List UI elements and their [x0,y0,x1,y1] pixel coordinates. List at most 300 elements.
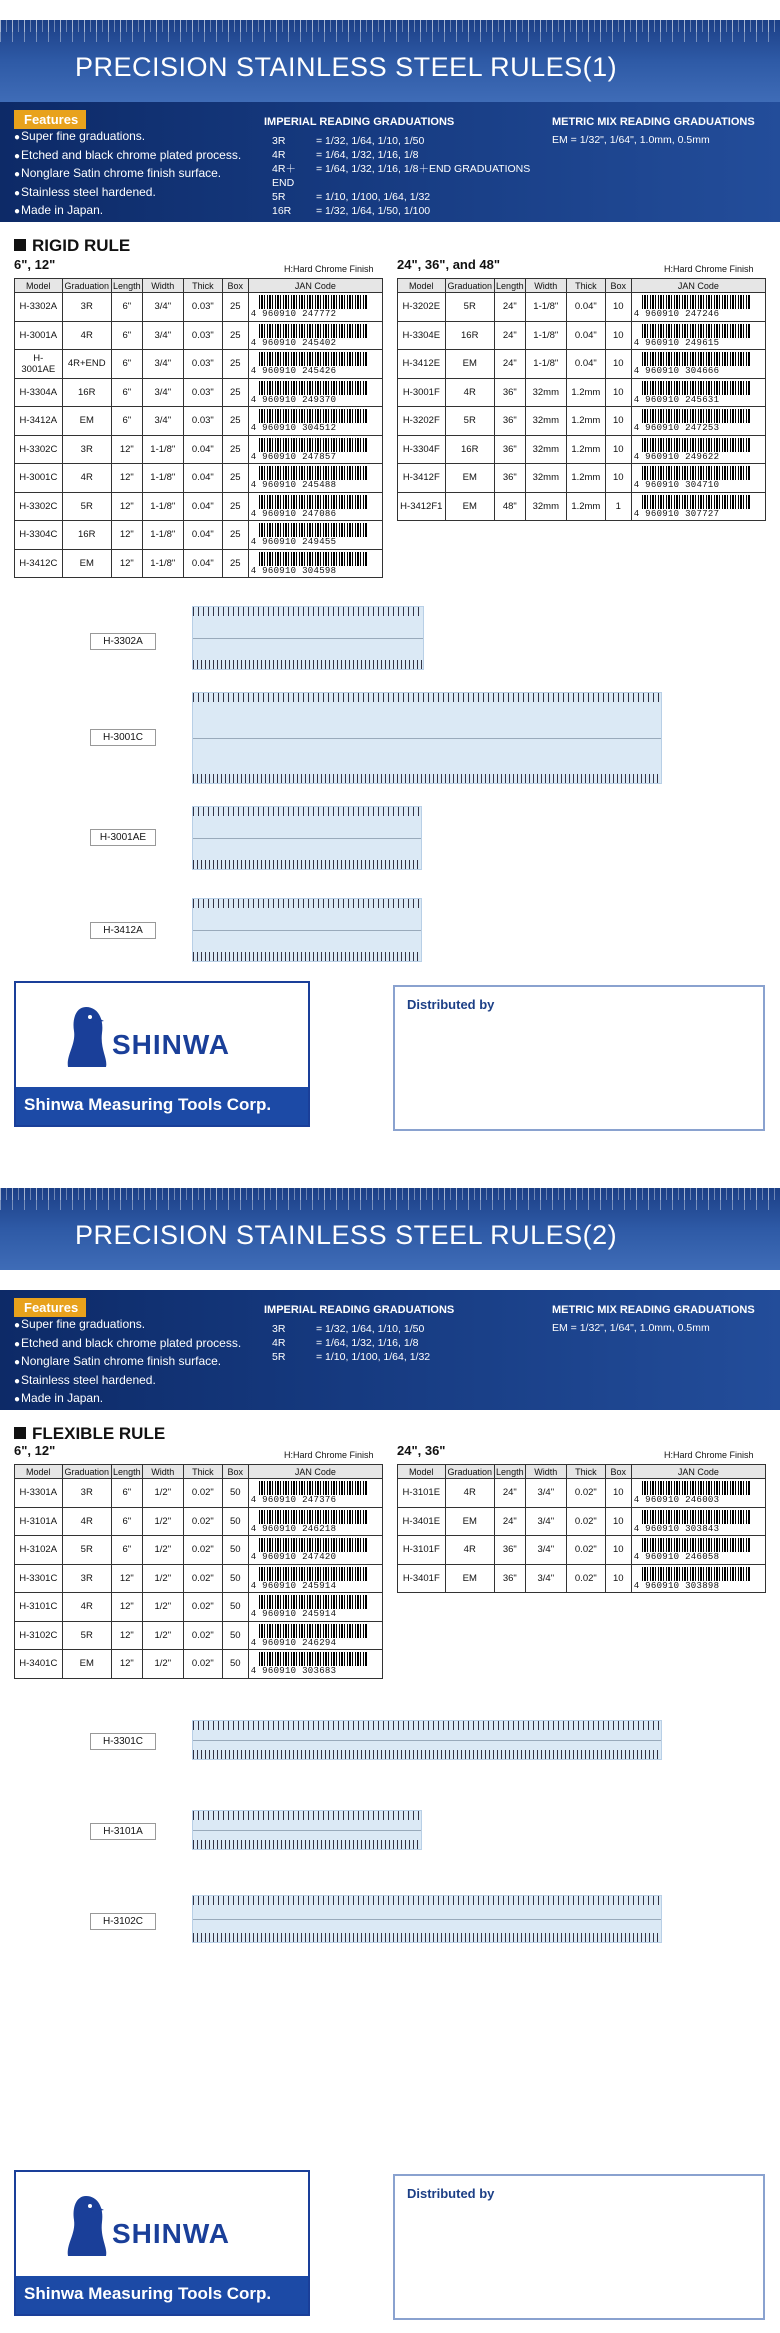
model-cell: H-3301A [15,1479,63,1508]
jan-number: 4 960910 246294 [250,1637,337,1648]
jan-number: 4 960910 245631 [633,394,720,405]
length-cell: 12" [111,1621,142,1650]
length-cell: 24" [494,321,525,350]
graduation-cell: 5R [62,1621,111,1650]
jan-code-cell [248,492,382,521]
box-cell: 50 [222,1564,248,1593]
graduation-cell: 4R [62,1593,111,1622]
jan-code-cell [248,293,382,322]
jan-number: 4 960910 247420 [250,1552,337,1563]
jan-code-cell [631,293,765,322]
jan-code-cell [248,464,382,493]
table-row [398,1564,766,1593]
graduation-cell: 16R [445,435,494,464]
column-header: Box [605,1465,631,1479]
graduation-cell: EM [445,1564,494,1593]
thick-cell: 0.02" [566,1536,605,1565]
barcode-icon [642,352,750,366]
box-cell: 50 [222,1479,248,1508]
graduation-cell: EM [62,549,111,578]
jan-number: 4 960910 247253 [633,423,720,434]
thick-cell: 0.04" [183,464,222,493]
thick-cell: 0.03" [183,378,222,407]
barcode-icon [259,438,367,452]
jan-number: 4 960910 246058 [633,1552,720,1563]
ruler-image [192,606,424,670]
length-cell: 6" [111,1507,142,1536]
jan-number: 4 960910 245426 [250,366,337,377]
barcode-icon [642,438,750,452]
length-cell: 36" [494,378,525,407]
header-banner-2 [0,1188,780,1270]
table-row [15,1621,383,1650]
grad-desc: = 1/64, 1/32, 1/16, 1/8＋END GRADUATIONS [316,163,531,175]
jan-number: 4 960910 247772 [250,309,337,320]
model-cell: H-3401E [398,1507,446,1536]
jan-code-cell [248,549,382,578]
length-cell: 12" [111,464,142,493]
features-label: Features [14,1298,86,1317]
jan-code-cell [248,1564,382,1593]
company-logo [14,2170,310,2316]
jan-code-cell [248,521,382,550]
graduation-cell: 3R [62,1564,111,1593]
jan-code-cell [248,407,382,436]
length-cell: 36" [494,464,525,493]
table-row [15,378,383,407]
model-cell: H-3302C [15,435,63,464]
thick-cell: 0.02" [183,1507,222,1536]
length-cell: 12" [111,1650,142,1679]
thick-cell: 0.02" [183,1621,222,1650]
box-cell: 10 [605,407,631,436]
jan-number: 4 960910 245488 [250,480,337,491]
barcode-icon [642,466,750,480]
box-cell: 10 [605,464,631,493]
barcode-icon [259,409,367,423]
jan-number: 4 960910 249615 [633,337,720,348]
box-cell: 10 [605,350,631,379]
thick-cell: 0.02" [566,1507,605,1536]
barcode-icon [642,295,750,309]
jan-code-cell [248,1507,382,1536]
column-header: Length [496,280,524,291]
grad-desc: = 1/32, 1/64, 1/10, 1/50 [316,1323,425,1335]
graduation-cell: EM [62,407,111,436]
table-row [398,350,766,379]
graduation-cell: 3R [62,293,111,322]
grad-desc: = 1/32, 1/64, 1/10, 1/50 [316,135,425,147]
column-header: Graduation [62,279,111,293]
feature-item: ● Made in Japan. [14,1390,241,1409]
finish-note: H:Hard Chrome Finish [284,264,374,274]
table-row [15,549,383,578]
graduation-cell: EM [445,464,494,493]
jan-code-cell [631,464,765,493]
table-row [398,464,766,493]
thick-cell: 1.2mm [566,435,605,464]
distributed-box [393,2174,765,2320]
graduation-cell: 5R [62,492,111,521]
width-cell: 1/2" [142,1479,183,1508]
ruler-label: H-3301C [90,1733,156,1750]
graduation-cell: 3R [62,1479,111,1508]
jan-code-cell [631,435,765,464]
width-cell: 1/2" [142,1650,183,1679]
length-cell: 24" [494,350,525,379]
width-cell: 1/2" [142,1621,183,1650]
feature-item: ● Stainless steel hardened. [14,184,241,203]
model-cell: H-3001AE [15,350,63,379]
barcode-icon [642,324,750,338]
barcode-icon [259,523,367,537]
column-header: Graduation [62,1465,111,1479]
thick-cell: 0.02" [566,1479,605,1508]
feature-item: ● Etched and black chrome plated process. [14,147,241,166]
thick-cell: 0.02" [183,1650,222,1679]
box-cell: 10 [605,435,631,464]
column-header: Width [142,279,183,293]
box-cell: 25 [222,521,248,550]
grad-desc: = 1/64, 1/32, 1/16, 1/8 [316,1337,419,1349]
width-cell: 1-1/8" [142,464,183,493]
model-cell: H-3412E [398,350,446,379]
box-cell: 25 [222,464,248,493]
width-cell: 1-1/8" [142,492,183,521]
width-cell: 3/4" [525,1507,566,1536]
thick-cell: 0.04" [183,492,222,521]
length-cell: 24" [494,293,525,322]
table-row [15,1593,383,1622]
model-cell: H-3302C [15,492,63,521]
column-header: Graduation [445,1465,494,1479]
table-row [15,492,383,521]
features-band [0,1290,780,1410]
barcode-icon [259,381,367,395]
table-row [15,321,383,350]
width-cell: 32mm [525,407,566,436]
features-list [14,1316,241,1409]
barcode-icon [259,552,367,566]
ruler-image [192,692,662,784]
jan-number: 4 960910 249370 [250,394,337,405]
column-header: Model [15,279,63,293]
thick-cell: 0.04" [566,321,605,350]
length-cell: 12" [111,435,142,464]
ruler-image [192,1810,422,1850]
barcode-icon [259,295,367,309]
grad-desc: = 1/32, 1/64, 1/50, 1/100 [316,205,431,217]
length-cell: 36" [494,1536,525,1565]
table-header-row [398,279,766,293]
barcode-icon [259,1567,367,1581]
table-row [15,1507,383,1536]
width-cell: 1-1/8" [142,521,183,550]
table-row [398,1479,766,1508]
feature-item: ● Nonglare Satin chrome finish surface. [14,1353,241,1372]
barcode-icon [642,409,750,423]
box-cell: 25 [222,407,248,436]
thick-cell: 0.04" [183,549,222,578]
jan-number: 4 960910 303898 [633,1580,720,1591]
barcode-icon [259,1652,367,1666]
column-header: Model [398,1465,446,1479]
ruler-ticks-decoration [0,20,780,32]
barcode-icon [259,352,367,366]
distributed-label: Distributed by [407,2186,495,2201]
jan-number: 4 960910 247246 [633,309,720,320]
jan-number: 4 960910 249455 [250,537,337,548]
spec-table [14,278,383,578]
grad-code: 3R [272,135,286,147]
jan-code-cell [631,407,765,436]
width-cell: 32mm [525,492,566,521]
feature-item: ● Stainless steel hardened. [14,1372,241,1391]
jan-code-cell [248,321,382,350]
graduation-cell: 5R [445,293,494,322]
jan-code-cell [248,1593,382,1622]
jan-code-cell [631,1479,765,1508]
features-band [0,102,780,222]
box-cell: 10 [605,378,631,407]
graduation-cell: 4R [445,1479,494,1508]
length-cell: 48" [494,492,525,521]
box-cell: 25 [222,549,248,578]
graduation-cell: 16R [62,378,111,407]
model-cell: H-3101C [15,1593,63,1622]
distributed-label: Distributed by [407,997,495,1012]
model-cell: H-3202F [398,407,446,436]
ruler-label: H-3101A [90,1823,156,1840]
graduation-cell: 4R [445,1536,494,1565]
column-header: JAN Code [248,1465,382,1479]
box-cell: 1 [605,492,631,521]
width-cell: 3/4" [142,293,183,322]
box-cell: 25 [222,350,248,379]
model-cell: H-3302A [15,293,63,322]
length-cell: 12" [111,521,142,550]
column-header: Thick [183,279,222,293]
ruler-label: H-3001AE [90,829,156,846]
length-cell: 6" [111,1479,142,1508]
company-name: Shinwa Measuring Tools Corp. [16,1087,308,1125]
width-cell: 32mm [525,464,566,493]
page-title: PRECISION STAINLESS STEEL RULES(1) [75,52,618,82]
penguin-logo-icon [64,2194,108,2258]
table-row [398,1536,766,1565]
graduation-cell: 16R [62,521,111,550]
barcode-icon [259,466,367,480]
ruler-image [192,1720,662,1760]
graduation-cell: EM [445,492,494,521]
right-subtitle: 24", 36", and 48" [397,257,501,272]
table-row [15,464,383,493]
column-header: Box [605,279,631,293]
thick-cell: 0.03" [183,407,222,436]
finish-note: H:Hard Chrome Finish [664,1450,754,1460]
box-cell: 10 [605,1564,631,1593]
feature-item: ● Super fine graduations. [14,1316,241,1335]
box-cell: 50 [222,1650,248,1679]
jan-code-cell [631,1564,765,1593]
category-title: FLEXIBLE RULE [14,1424,165,1444]
graduation-cell: 4R [62,464,111,493]
graduation-cell: EM [445,1507,494,1536]
box-cell: 25 [222,492,248,521]
jan-number: 4 960910 303843 [633,1523,720,1534]
imperial-title: IMPERIAL READING GRADUATIONS [264,116,455,128]
metric-desc: EM = 1/32", 1/64", 1.0mm, 0.5mm [552,1322,710,1334]
model-cell: H-3202E [398,293,446,322]
jan-number: 4 960910 245914 [250,1609,337,1620]
table-row [398,1507,766,1536]
barcode-icon [259,324,367,338]
model-cell: H-3102A [15,1536,63,1565]
jan-code-cell [248,1621,382,1650]
graduation-cell: 3R [62,435,111,464]
category-title: RIGID RULE [14,236,130,256]
length-cell: 12" [111,492,142,521]
metric-title: METRIC MIX READING GRADUATIONS [552,1304,755,1316]
feature-item: ● Made in Japan. [14,202,241,221]
feature-item: ● Super fine graduations. [14,128,241,147]
metric-desc: EM = 1/32", 1/64", 1.0mm, 0.5mm [552,134,710,146]
barcode-icon [259,1481,367,1495]
model-cell: H-3001F [398,378,446,407]
box-cell: 25 [222,321,248,350]
jan-number: 4 960910 247857 [250,451,337,462]
box-cell: 50 [222,1507,248,1536]
length-cell: 6" [111,350,142,379]
table-header-row [15,279,383,293]
jan-number: 4 960910 247086 [250,508,337,519]
jan-number: 4 960910 304666 [633,366,720,377]
length-cell: 12" [111,549,142,578]
thick-cell: 0.03" [183,293,222,322]
thick-cell: 1.2mm [566,464,605,493]
width-cell: 1/2" [142,1536,183,1565]
column-header: JAN Code [248,279,382,293]
page-title: PRECISION STAINLESS STEEL RULES(2) [75,1220,618,1250]
column-header: Width [142,1465,183,1479]
jan-code-cell [248,435,382,464]
ruler-image [192,1895,662,1943]
thick-cell: 1.2mm [566,407,605,436]
jan-code-cell [248,1479,382,1508]
model-cell: H-3412F [398,464,446,493]
grad-desc: = 1/10, 1/100, 1/64, 1/32 [316,1351,431,1363]
length-cell: 12" [111,1564,142,1593]
imperial-graduations [264,1304,454,1364]
jan-number: 4 960910 249622 [633,451,720,462]
ruler-ticks-decoration [0,1188,780,1200]
thick-cell: 0.02" [566,1564,605,1593]
width-cell: 1-1/8" [525,321,566,350]
spec-table [397,1464,766,1593]
features-label: Features [14,110,86,129]
model-cell: H-3102C [15,1621,63,1650]
jan-code-cell [248,1536,382,1565]
finish-note: H:Hard Chrome Finish [284,1450,374,1460]
model-cell: H-3301C [15,1564,63,1593]
grad-desc: = 1/64, 1/32, 1/16, 1/8 [316,149,419,161]
box-cell: 25 [222,378,248,407]
ruler-image [192,806,422,870]
jan-number: 4 960910 246003 [633,1495,720,1506]
spec-table [397,278,766,521]
model-cell: H-3304A [15,378,63,407]
thick-cell: 1.2mm [566,378,605,407]
barcode-icon [642,1481,750,1495]
model-cell: H-3412A [15,407,63,436]
box-cell: 10 [605,293,631,322]
box-cell: 50 [222,1536,248,1565]
model-cell: H-3304E [398,321,446,350]
model-cell: H-3401C [15,1650,63,1679]
thick-cell: 0.03" [183,321,222,350]
length-cell: 24" [494,1479,525,1508]
table-row [398,293,766,322]
width-cell: 3/4" [142,350,183,379]
metric-graduations [552,1304,755,1334]
width-cell: 1/2" [142,1593,183,1622]
model-cell: H-3101F [398,1536,446,1565]
graduation-cell: 16R [445,321,494,350]
length-cell: 6" [111,1536,142,1565]
column-header: Thick [183,1465,222,1479]
width-cell: 1-1/8" [142,435,183,464]
width-cell: 1/2" [142,1507,183,1536]
model-cell: H-3304F [398,435,446,464]
width-cell: 1-1/8" [525,293,566,322]
barcode-icon [642,1510,750,1524]
graduation-cell: 4R [62,321,111,350]
thick-cell: 0.03" [183,350,222,379]
metric-title: METRIC MIX READING GRADUATIONS [552,116,755,128]
jan-code-cell [248,1650,382,1679]
width-cell: 32mm [525,378,566,407]
model-cell: H-3001C [15,464,63,493]
imperial-graduations [264,116,530,218]
ruler-label: H-3412A [90,922,156,939]
model-cell: H-3304C [15,521,63,550]
column-header: Length [113,280,141,291]
width-cell: 3/4" [525,1536,566,1565]
width-cell: 3/4" [525,1564,566,1593]
grad-code: 5R [272,1351,286,1363]
features-list [14,128,241,221]
length-cell: 12" [111,1593,142,1622]
column-header: Thick [566,279,605,293]
length-cell: 36" [494,435,525,464]
length-cell: 36" [494,1564,525,1593]
column-header: Model [15,1465,63,1479]
imperial-title: IMPERIAL READING GRADUATIONS [264,1304,455,1316]
box-cell: 10 [605,321,631,350]
grad-code: 4R [272,1337,286,1349]
barcode-icon [259,1538,367,1552]
thick-cell: 0.04" [183,521,222,550]
header-banner-1 [0,20,780,102]
box-cell: 25 [222,293,248,322]
grad-desc: = 1/10, 1/100, 1/64, 1/32 [316,191,431,203]
width-cell: 3/4" [142,407,183,436]
width-cell: 1/2" [142,1564,183,1593]
graduation-cell: 5R [445,407,494,436]
thick-cell: 0.04" [183,435,222,464]
finish-note: H:Hard Chrome Finish [664,264,754,274]
barcode-icon [642,1567,750,1581]
